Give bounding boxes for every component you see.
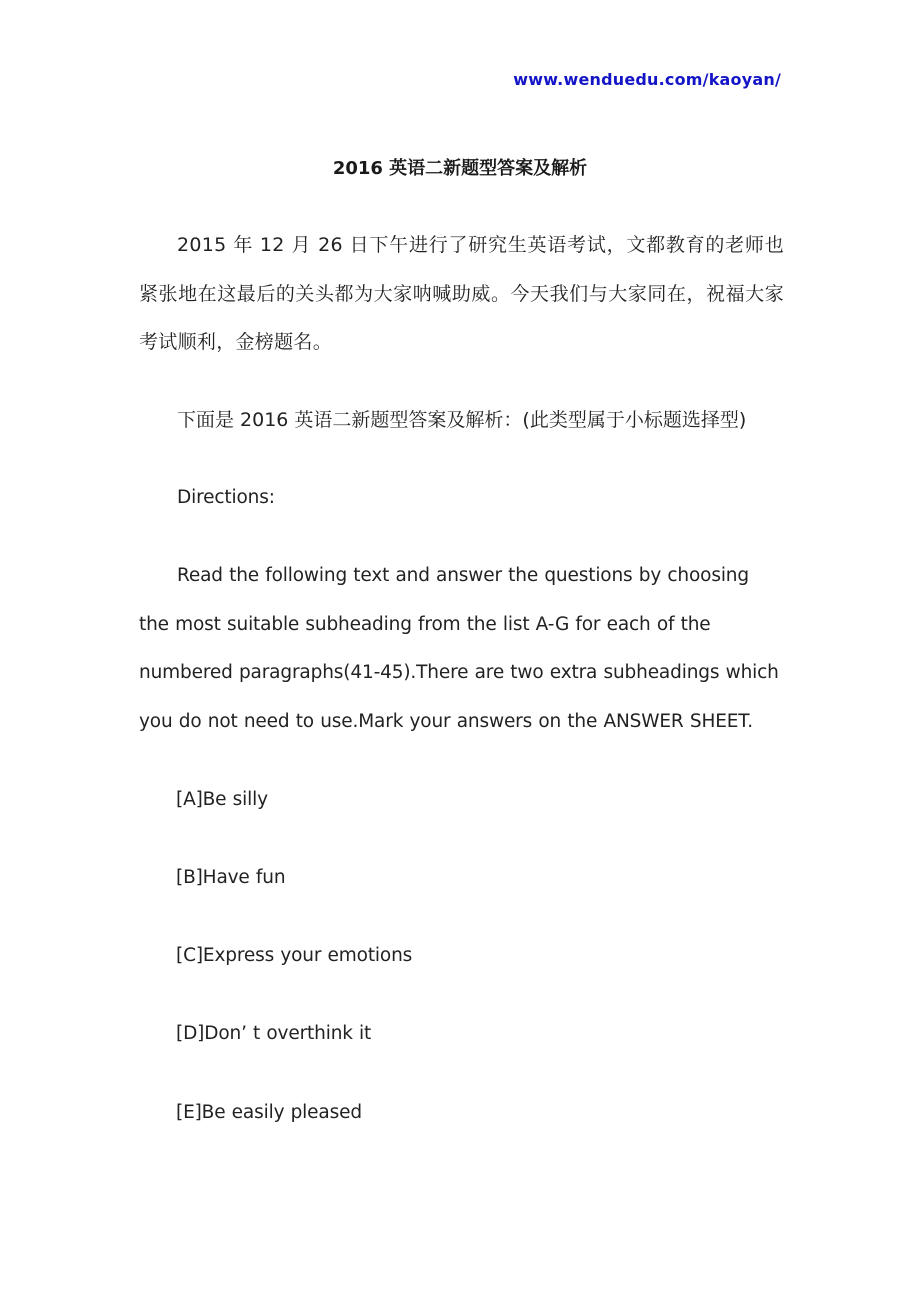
option-item: [A]Be silly bbox=[176, 789, 268, 810]
option-item: [D]Don’ t overthink it bbox=[176, 1023, 372, 1044]
directions-text: Read the following text and answer the questions by choosing the most suitable subheading from the list A-G for each of the numbered paragraphs(41-45).There are two extra subheadings which you do not need to use.Mark your answers on the ANSWER SHEET. bbox=[139, 565, 779, 732]
header-url-link[interactable]: www.wenduedu.com/kaoyan/ bbox=[513, 70, 781, 89]
option-item: [B]Have fun bbox=[176, 867, 286, 888]
directions-label: Directions: bbox=[177, 487, 275, 508]
intro-paragraph: 2015 年 12 月 26 日下午进行了研究生英语考试，文都教育的老师也紧张地在这最后的关头都为大家呐喊助威。今天我们与大家同在，祝福大家考试顺利，金榜题名。 bbox=[139, 234, 784, 353]
option-item: [E]Be easily pleased bbox=[176, 1102, 362, 1123]
document-title: 2016 英语二新题型答案及解析 bbox=[332, 158, 588, 179]
option-item: [C]Express your emotions bbox=[176, 945, 413, 966]
lead-in-paragraph: 下面是 2016 英语二新题型答案及解析：(此类型属于小标题选择型) bbox=[177, 409, 747, 431]
